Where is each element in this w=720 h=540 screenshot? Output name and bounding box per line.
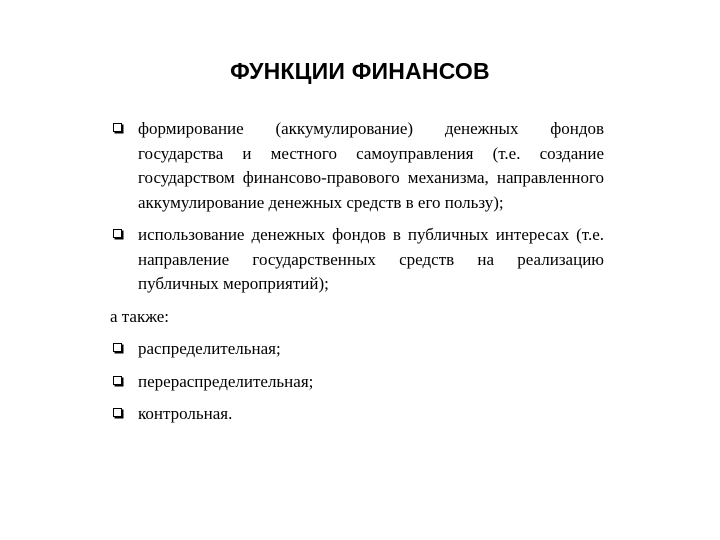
list-item-formation: [110, 117, 604, 215]
slide-title: ФУНКЦИИ ФИНАНСОВ: [230, 58, 490, 84]
square-bullet-icon: [113, 229, 122, 238]
square-bullet-icon: [113, 343, 122, 352]
list-item-text: использование денежных фондов в публичных интересах (т.е. направление государственных средств на реализацию публичных мероприятий);: [138, 225, 604, 293]
list-item-text: распределительная;: [138, 339, 281, 358]
list-item-text: формирование (аккумулирование) денежных фондов государства и местного самоуправления (т.е. создание государством финансово-правового механизма, направленного аккумулирование денежных средств в его пользу);: [138, 119, 604, 212]
list-item-text: перераспределительная;: [138, 371, 314, 391]
slide-content: [110, 117, 604, 435]
square-bullet-icon: [113, 408, 122, 417]
list-item-usage: [110, 223, 604, 297]
list-item-redistributive: [110, 370, 604, 395]
square-bullet-icon: [113, 123, 122, 132]
also-label: а также:: [110, 306, 170, 326]
list-item-distributive: [110, 337, 604, 362]
list-item-text: контрольная.: [138, 404, 233, 423]
list-item-control: [110, 402, 604, 427]
square-bullet-icon: [113, 376, 122, 385]
